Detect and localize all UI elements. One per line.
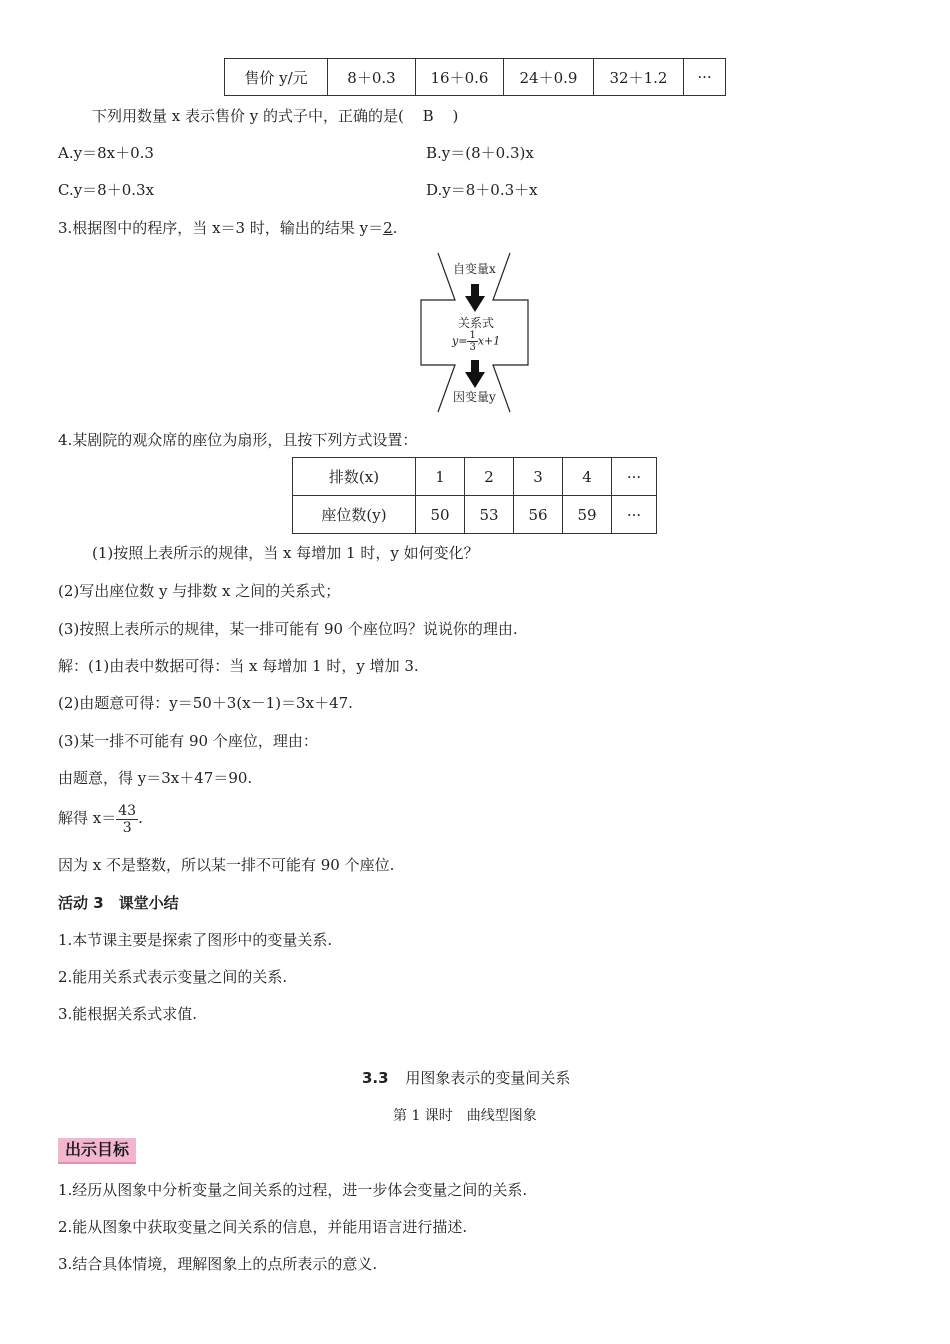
- seat-table-cell: 1: [416, 458, 465, 496]
- goal-item: 2.能从图象中获取变量之间关系的信息，并能用语言进行描述.: [58, 1218, 468, 1236]
- flow-diagram: [400, 250, 550, 416]
- section-heading: [362, 1067, 570, 1088]
- q2-option-c: C.y＝8＋0.3x: [58, 181, 155, 199]
- seat-table-cell: 2: [465, 458, 514, 496]
- q3-prompt: 3.根据图中的程序，当 x＝3 时，输出的结果 y＝: [58, 219, 384, 237]
- q3-answer: 2: [383, 219, 393, 237]
- seat-table-row1-header: 排数(x): [293, 458, 416, 496]
- q2-option-a: A.y＝8x＋0.3: [58, 144, 154, 162]
- q4-solution-4: 由题意，得 y＝3x＋47＝90.: [58, 769, 253, 787]
- solve-prefix: 解得 x＝: [58, 809, 117, 827]
- price-table-cell: ···: [684, 59, 726, 96]
- seat-table: [292, 457, 657, 534]
- q4-solution-6: 因为 x 不是整数，所以某一排不可能有 90 个座位.: [58, 856, 395, 874]
- fraction-denominator: 3: [122, 819, 132, 836]
- q4-solution-5: [58, 800, 143, 836]
- q2-prompt: [92, 106, 458, 126]
- seat-table-cell: 50: [416, 496, 465, 534]
- q2-close: ): [452, 107, 459, 125]
- activity3-item: 1.本节课主要是探索了图形中的变量关系.: [58, 931, 333, 949]
- q4-sub3: (3)按照上表所示的规律，某一排可能有 90 个座位吗？说说你的理由.: [58, 620, 518, 638]
- goal-item: 3.结合具体情境，理解图象上的点所表示的意义.: [58, 1255, 378, 1273]
- seat-table-cell: 56: [514, 496, 563, 534]
- formula-suffix: x+1: [477, 334, 501, 348]
- box-title: 关系式: [458, 316, 495, 330]
- formula: [452, 330, 500, 353]
- goals-badge: 出示目标: [58, 1138, 136, 1164]
- formula-numerator: 1: [469, 330, 476, 341]
- q3-text: [58, 218, 397, 238]
- section-subtitle: 第 1 课时 曲线型图象: [393, 1108, 537, 1124]
- seat-table-row2-header: 座位数(y): [293, 496, 416, 534]
- q2-option-b: B.y＝(8＋0.3)x: [426, 144, 534, 162]
- seat-table-cell: ···: [612, 496, 657, 534]
- solve-end: .: [138, 809, 143, 827]
- q4-sub1: (1)按照上表所示的规律，当 x 每增加 1 时，y 如何变化？: [92, 544, 479, 562]
- q4-text: 4.某剧院的观众席的座位为扇形，且按下列方式设置：: [58, 431, 418, 449]
- output-label: 因变量y: [453, 390, 496, 404]
- formula-prefix: y=: [452, 334, 468, 348]
- input-label: 自变量x: [453, 262, 496, 276]
- q4-solution-3: (3)某一排不可能有 90 个座位，理由：: [58, 732, 318, 750]
- seat-table-cell: 4: [563, 458, 612, 496]
- q2-answer: B: [422, 107, 434, 125]
- seat-table-cell: 53: [465, 496, 514, 534]
- section-number: 3.3: [362, 1069, 389, 1087]
- price-table-cell: 16＋0.6: [416, 59, 504, 96]
- q3-end: .: [392, 219, 398, 237]
- seat-table-cell: ···: [612, 458, 657, 496]
- q4-solution-1: 解：(1)由表中数据可得：当 x 每增加 1 时，y 增加 3.: [58, 657, 419, 675]
- price-table-header: 售价 y/元: [225, 59, 328, 96]
- activity3-title: 活动 3 课堂小结: [58, 894, 179, 912]
- q4-sub2: (2)写出座位数 y 与排数 x 之间的关系式；: [58, 582, 341, 600]
- q2-option-d: D.y＝8＋0.3＋x: [426, 181, 538, 199]
- section-title: 用图象表示的变量间关系: [405, 1069, 571, 1087]
- fraction-numerator: 43: [118, 802, 137, 819]
- fraction: [116, 803, 138, 836]
- q4-solution-2: (2)由题意可得：y＝50＋3(x－1)＝3x＋47.: [58, 694, 353, 712]
- activity3-item: 3.能根据关系式求值.: [58, 1005, 198, 1023]
- activity3-item: 2.能用关系式表示变量之间的关系.: [58, 968, 288, 986]
- price-table-cell: 32＋1.2: [594, 59, 684, 96]
- seat-table-cell: 3: [514, 458, 563, 496]
- q2-prompt-text: 下列用数量 x 表示售价 y 的式子中，正确的是(: [92, 107, 404, 125]
- seat-table-cell: 59: [563, 496, 612, 534]
- formula-denominator: 3: [469, 342, 476, 353]
- price-table-cell: 8＋0.3: [328, 59, 416, 96]
- price-table-cell: 24＋0.9: [504, 59, 594, 96]
- goal-item: 1.经历从图象中分析变量之间关系的过程，进一步体会变量之间的关系.: [58, 1181, 528, 1199]
- price-table: [224, 58, 726, 96]
